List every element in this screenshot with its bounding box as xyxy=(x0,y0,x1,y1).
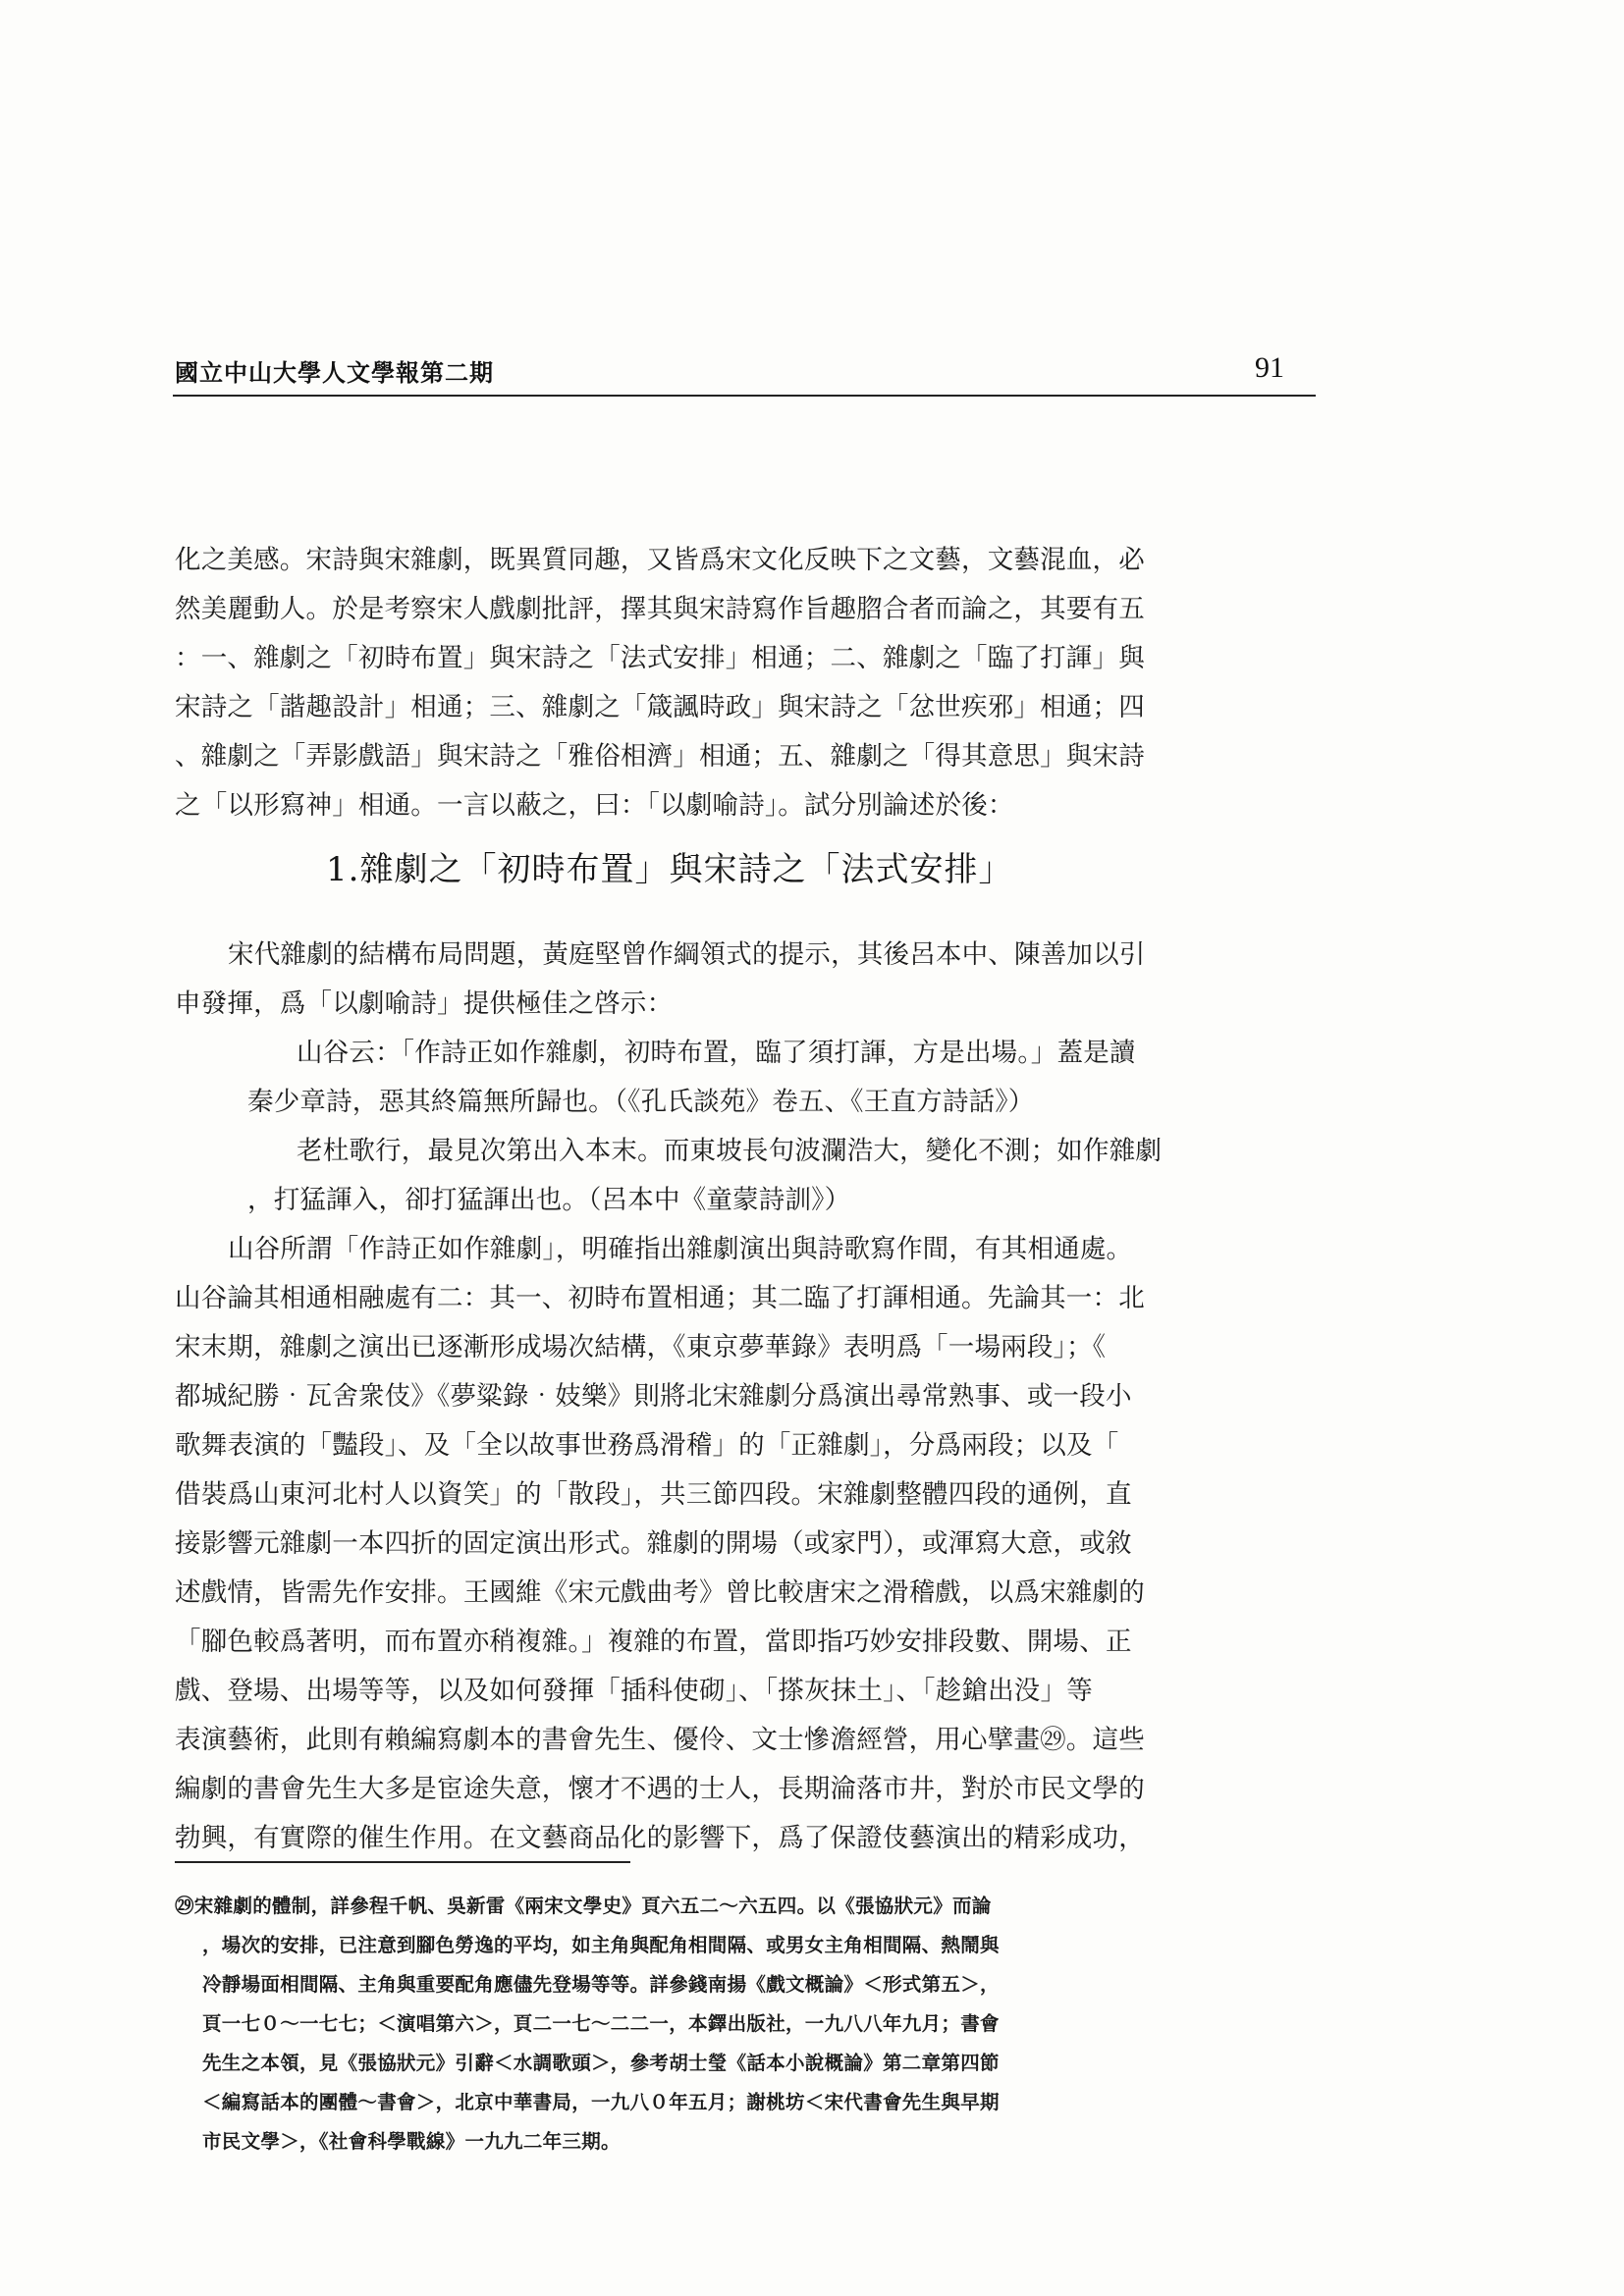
text-line: 老杜歌行，最見次第出入本末。而東坡長句波瀾浩大，變化不測；如作雜劇 xyxy=(297,1136,1163,1166)
page-number: 91 xyxy=(1255,351,1284,384)
text-line: 秦少章詩，惡其終篇無所歸也。（《孔氏談苑》卷五、《王直方詩話》） xyxy=(247,1087,1035,1117)
text-line: 山谷論其相通相融處有二：其一、初時布置相通；其二臨了打諢相通。先論其一：北 xyxy=(175,1283,1145,1313)
text-line: 編劇的書會先生大多是宦途失意，懷才不遇的士人，長期淪落市井，對於市民文學的 xyxy=(175,1774,1145,1804)
footnote-line: 市民文學＞，《社會科學戰線》一九九二年三期。 xyxy=(202,2130,621,2153)
running-head-title: 國立中山大學人文學報第二期 xyxy=(175,359,494,387)
text-line: 山谷所謂「作詩正如作雜劇」，明確指出雜劇演出與詩歌寫作間，有其相通處。 xyxy=(228,1234,1133,1264)
text-line: 、雜劇之「弄影戲語」與宋詩之「雅俗相濟」相通；五、雜劇之「得其意思」與宋詩 xyxy=(175,741,1145,772)
text-line: 歌舞表演的「豔段」、及「全以故事世務爲滑稽」的「正雜劇」，分爲兩段；以及「 xyxy=(175,1430,1119,1461)
text-line: 都城紀勝‧瓦舍衆伎》《夢粱錄‧妓樂》則將北宋雜劇分爲演出尋常熟事、或一段小 xyxy=(175,1381,1132,1412)
text-line: 化之美感。宋詩與宋雜劇，既異質同趣，又皆爲宋文化反映下之文藝，文藝混血，必 xyxy=(175,545,1145,575)
footnote-line: 冷靜場面相間隔、主角與重要配角應儘先登場等等。詳參錢南揚《戲文概論》＜形式第五＞， xyxy=(202,1973,1000,1996)
text-line: ，打猛諢入，卻打猛諢出也。（呂本中《童蒙詩訓》） xyxy=(247,1185,851,1215)
text-line: 述戲情，皆需先作安排。王國維《宋元戲曲考》曾比較唐宋之滑稽戲，以爲宋雜劇的 xyxy=(175,1577,1145,1608)
text-line: ：一、雜劇之「初時布置」與宋詩之「法式安排」相通；二、雜劇之「臨了打諢」與 xyxy=(175,643,1145,673)
footnote-line: ，場次的安排，已注意到腳色勞逸的平均，如主角與配角相間隔、或男女主角相間隔、熱鬧與 xyxy=(202,1934,1000,1956)
text-line: 山谷云：「作詩正如作雜劇，初時布置，臨了須打諢，方是出場。」蓋是讀 xyxy=(297,1038,1136,1068)
text-line: 宋代雜劇的結構布局問題，黃庭堅曾作綱領式的提示，其後呂本中、陳善加以引 xyxy=(228,939,1146,970)
text-line: 宋詩之「諧趣設計」相通；三、雜劇之「箴諷時政」與宋詩之「忿世疾邪」相通；四 xyxy=(175,692,1145,722)
footnote-line: ＜編寫話本的團體～書會＞，北京中華書局，一九八０年五月；謝桃坊＜宋代書會先生與早期 xyxy=(202,2091,1000,2113)
text-line: 宋末期，雜劇之演出已逐漸形成場次結構，《東京夢華錄》表明爲「一場兩段」；《 xyxy=(175,1332,1107,1362)
footnote-rule xyxy=(175,1861,630,1863)
footnote-line: ㉙宋雜劇的體制，詳參程千帆、吳新雷《兩宋文學史》頁六五二～六五四。以《張協狀元》而論 xyxy=(175,1895,992,1917)
text-line: 然美麗動人。於是考察宋人戲劇批評，擇其與宋詩寫作旨趣脗合者而論之，其要有五 xyxy=(175,594,1145,624)
text-line: 接影響元雜劇一本四折的固定演出形式。雜劇的開場（或家門），或渾寫大意，或敘 xyxy=(175,1528,1132,1559)
header-rule xyxy=(173,395,1316,397)
text-line: 之「以形寫神」相通。一言以蔽之，曰：「以劇喻詩」。試分別論述於後： xyxy=(175,790,1014,821)
text-line: 借裝爲山東河北村人以資笑」的「散段」，共三節四段。宋雜劇整體四段的通例，直 xyxy=(175,1479,1132,1510)
text-line: 申發揮，爲「以劇喻詩」提供極佳之啓示： xyxy=(175,988,674,1019)
text-line: 戲、登場、出場等等，以及如何發揮「插科使砌」、「搽灰抹土」、「趁鎗出没」等 xyxy=(175,1676,1093,1706)
section-heading: 1.雜劇之「初時布置」與宋詩之「法式安排」 xyxy=(326,850,1013,889)
footnote-line: 頁一七０～一七七；＜演唱第六＞，頁二一七～二二一，本鐸出版社，一九八八年九月；書會 xyxy=(202,2012,1000,2035)
text-line: 「腳色較爲著明，而布置亦稍複雜。」複雜的布置，當即指巧妙安排段數、開場、正 xyxy=(175,1627,1132,1657)
text-line: 表演藝術，此則有賴編寫劇本的書會先生、優伶、文士慘澹經營，用心擘畫㉙。這些 xyxy=(175,1725,1145,1755)
footnote-line: 先生之本領，見《張協狀元》引辭＜水調歌頭＞，參考胡士瑩《話本小說概論》第二章第四節 xyxy=(202,2052,1000,2074)
text-line: 勃興，有實際的催生作用。在文藝商品化的影響下，爲了保證伎藝演出的精彩成功， xyxy=(175,1823,1145,1853)
